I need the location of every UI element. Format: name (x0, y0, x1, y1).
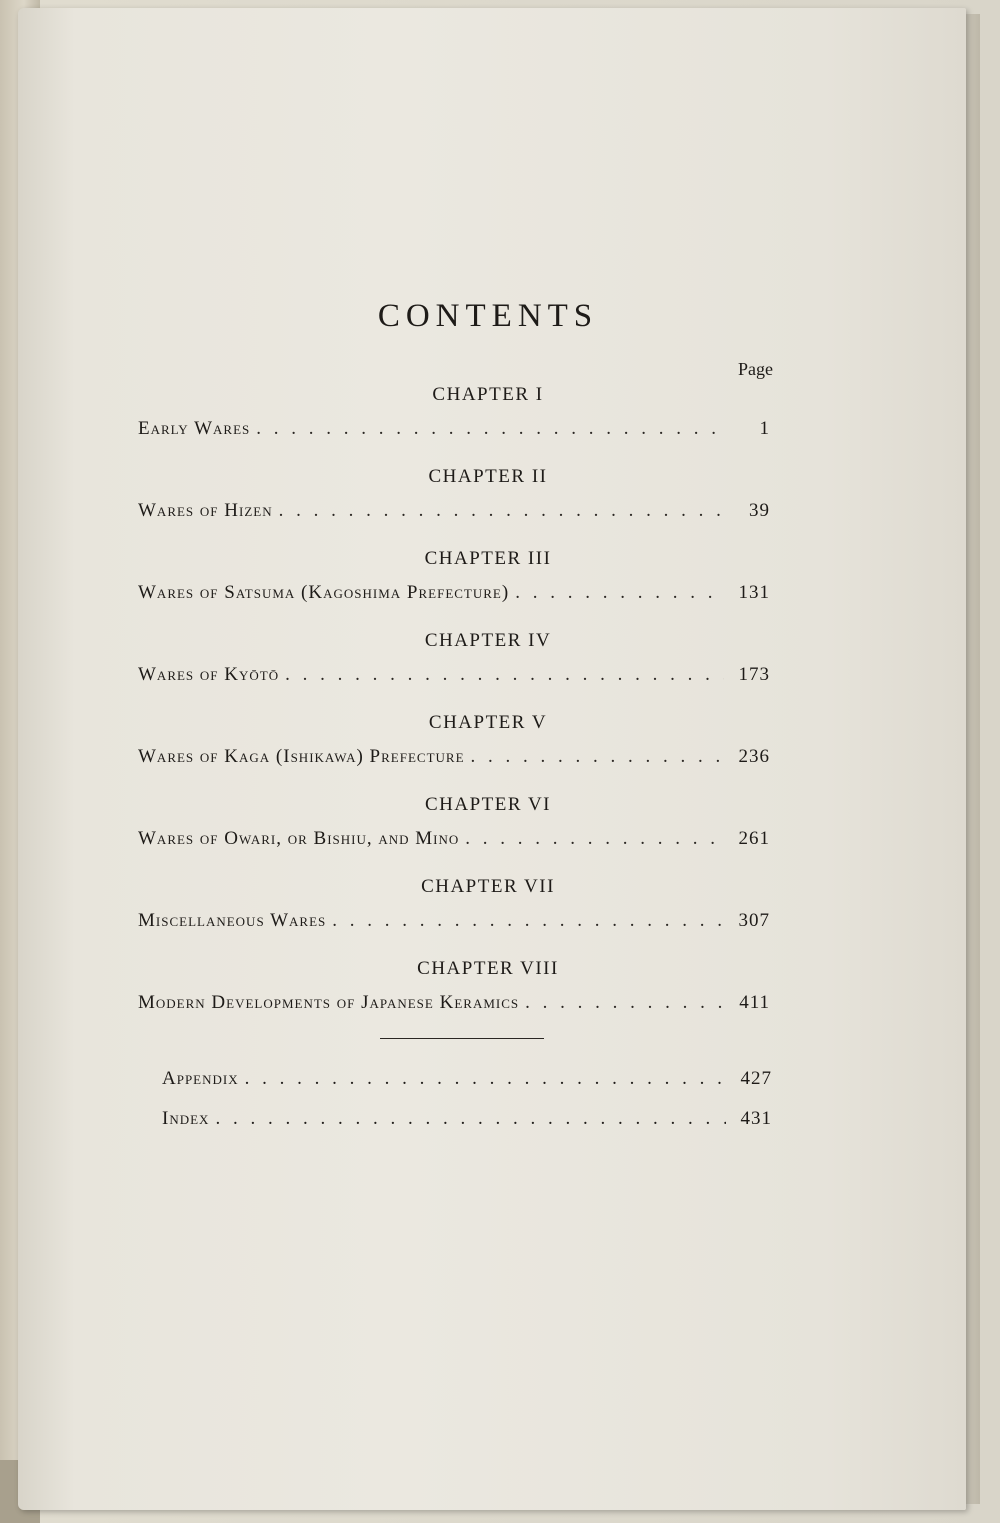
dot-leader (332, 902, 724, 940)
dot-leader (245, 1059, 726, 1099)
dot-leader (465, 820, 724, 858)
chapter-block (138, 626, 778, 694)
chapter-label: CHAPTER III (424, 548, 552, 569)
toc-entry (138, 820, 778, 858)
chapter-block (138, 708, 778, 776)
chapter-title: Wares of Kyōtō (138, 664, 280, 685)
chapter-label: CHAPTER VI (424, 794, 552, 815)
chapter-title: Wares of Owari, or Bishiu, and Mino (138, 828, 460, 849)
chapter-block (138, 790, 778, 858)
chapter-page-number: 236 (738, 746, 770, 767)
dot-leader (285, 656, 724, 694)
section-divider (380, 1038, 544, 1039)
dot-leader (515, 574, 724, 612)
chapter-label: CHAPTER I (432, 384, 544, 405)
chapter-block (138, 872, 778, 940)
back-matter-page-number: 431 (740, 1108, 772, 1129)
page-column-label: Page (738, 359, 773, 379)
page-title: CONTENTS (377, 298, 599, 334)
toc-entry (138, 984, 778, 1022)
chapter-label: CHAPTER VII (421, 876, 555, 897)
back-matter-page-number: 427 (740, 1068, 772, 1089)
chapter-title: Wares of Satsuma (Kagoshima Prefecture) (138, 582, 510, 603)
chapter-label: CHAPTER IV (424, 630, 552, 651)
table-of-contents (138, 288, 778, 1139)
book-page (18, 8, 966, 1510)
chapter-title: Miscellaneous Wares (138, 910, 327, 931)
chapter-block (138, 544, 778, 612)
back-matter-entry (162, 1099, 778, 1139)
dot-leader (471, 738, 724, 776)
chapter-page-number: 173 (738, 664, 770, 685)
chapter-page-number: 411 (739, 992, 770, 1013)
chapter-label: CHAPTER II (428, 466, 548, 487)
chapter-label: CHAPTER VIII (417, 958, 559, 979)
dot-leader (525, 984, 724, 1022)
chapter-page-number: 1 (759, 418, 770, 439)
chapter-page-number: 307 (738, 910, 770, 931)
chapter-title: Modern Developments of Japanese Keramics (138, 992, 520, 1013)
toc-entry (138, 410, 778, 448)
dot-leader (279, 492, 724, 530)
toc-entry (138, 738, 778, 776)
toc-entry (138, 492, 778, 530)
chapter-page-number: 131 (738, 582, 770, 603)
dot-leader (256, 410, 724, 448)
dot-leader (215, 1099, 726, 1139)
chapter-label: CHAPTER V (428, 712, 548, 733)
chapter-block (138, 462, 778, 530)
back-matter-title: Appendix (162, 1068, 239, 1089)
toc-entry (138, 656, 778, 694)
back-matter-title: Index (162, 1108, 210, 1129)
toc-entry (138, 902, 778, 940)
chapter-block (138, 380, 778, 448)
chapter-title: Wares of Kaga (Ishikawa) Prefecture (138, 746, 465, 767)
chapter-page-number: 39 (749, 500, 770, 521)
chapter-title: Early Wares (138, 418, 251, 439)
toc-entry (138, 574, 778, 612)
chapter-block (138, 954, 778, 1022)
chapter-title: Wares of Hizen (138, 500, 273, 521)
chapter-page-number: 261 (738, 828, 770, 849)
back-matter-entry (162, 1059, 778, 1099)
